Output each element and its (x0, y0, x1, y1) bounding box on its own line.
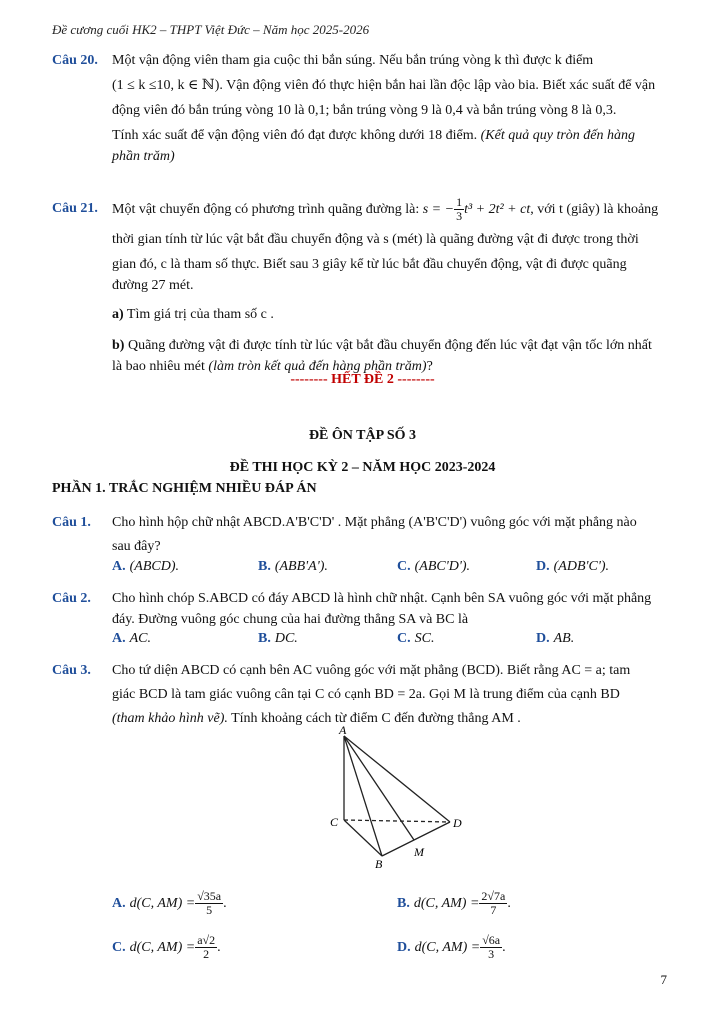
question-2-number: Câu 2. (52, 591, 91, 606)
q21-b-end: ? (426, 359, 433, 374)
c2-option-c-text: SC. (414, 631, 435, 646)
c3-option-d-prefix: d(C, AM) = (414, 940, 481, 955)
page-number: 7 (660, 972, 667, 987)
c2-option-c[interactable] (397, 628, 434, 649)
exam-subtitle: ĐỀ THI HỌC KỲ 2 – NĂM HỌC 2023-2024 (229, 460, 496, 475)
q21-line1-b: , với t (giây) là khoảng (530, 202, 659, 217)
c1-line2: sau đây? (112, 539, 161, 554)
c1-option-b-text: (ABB'A'). (274, 559, 328, 574)
q21-line3: gian đó, c là tham số thực. Biết sau 3 giây kể từ lúc bắt đầu chuyển động, vật đi được quãng (112, 257, 627, 272)
c3-b-num: 2√7a (481, 889, 506, 904)
q20-note-cont: phần trăm) (112, 149, 175, 164)
q21-frac-den: 3 (456, 209, 463, 224)
c3-d-suffix: . (502, 940, 506, 955)
c3-option-c-prefix: d(C, AM) = (129, 940, 196, 955)
c3-option-c-label: C. (112, 940, 126, 955)
c2-option-a[interactable] (112, 628, 151, 649)
c3-option-b[interactable] (397, 884, 511, 924)
question-21-text (112, 195, 672, 377)
part-1-heading: PHẦN 1. TRẮC NGHIỆM NHIỀU ĐÁP ÁN (52, 481, 317, 496)
c2-option-a-text: AC. (129, 631, 152, 646)
c2-option-b-text: DC. (274, 631, 298, 646)
c1-option-d-text: (ADB'C'). (553, 559, 609, 574)
question-3-text (112, 660, 672, 729)
label-B: B (375, 857, 383, 870)
q21-a-label: a) (112, 307, 124, 322)
c2-line1: Cho hình chóp S.ABCD có đáy ABCD là hình chữ nhật. Cạnh bên SA vuông góc với mặt phẳng (112, 591, 652, 606)
question-3-number: Câu 3. (52, 663, 91, 678)
c3-note: (tham khảo hình vẽ). (112, 711, 228, 726)
c3-option-b-prefix: d(C, AM) = (413, 896, 480, 911)
q20-line4-text: Tính xác suất để vận động viên đó đạt được không dưới 18 điểm. (112, 128, 478, 143)
q20-line3: động viên đó bắn trúng vòng 10 là 0,1; bắn trúng vòng 9 là 0,4 và bắn trúng vòng 8 là 0,3. (112, 103, 617, 118)
label-C: C (330, 815, 339, 829)
question-20-text (112, 50, 672, 167)
q21-line1-a: Một vật chuyển động có phương trình quãng đường là: (112, 202, 420, 217)
q21-eq-end: t³ + 2t² + ct (464, 202, 531, 217)
q21-line2: thời gian tính từ lúc vật bắt đầu chuyển động và s (mét) là quãng đường vật đi được trong thời (112, 232, 639, 247)
q21-part-a (112, 304, 672, 325)
c3-option-a-prefix: d(C, AM) = (129, 896, 196, 911)
question-20-number: Câu 20. (52, 53, 98, 68)
page-header: Đề cương cuối HK2 – THPT Việt Đức – Năm học 2025-2026 (52, 22, 370, 37)
tetrahedron-figure (322, 724, 472, 870)
edge-CD (344, 820, 450, 822)
q21-part-b (112, 335, 672, 356)
c1-option-a-text: (ABCD). (129, 559, 180, 574)
q21-frac-num: 1 (456, 195, 463, 210)
c3-c-suffix: . (217, 940, 221, 955)
label-A: A (339, 724, 347, 737)
label-D: D (453, 816, 462, 830)
c3-option-b-frac (479, 890, 507, 917)
c1-line1: Cho hình hộp chữ nhật ABCD.A'B'C'D' . Mặt phẳng (A'B'C'D') vuông góc với mặt phẳng nào (112, 515, 637, 530)
edge-AM (344, 736, 414, 840)
q21-eq-start: s = − (422, 202, 455, 217)
q20-line4 (112, 125, 672, 146)
c3-option-a[interactable] (112, 884, 227, 924)
c3-option-a-label: A. (112, 896, 126, 911)
q20-note: (Kết quả quy tròn đến hàng (480, 128, 636, 143)
end-marker: -------- HẾT ĐỀ 2 -------- (290, 372, 435, 387)
q21-a-text: Tìm giá trị của tham số c . (126, 307, 274, 322)
c1-option-c[interactable] (397, 556, 470, 577)
c3-a-den: 5 (206, 903, 213, 918)
c3-b-den: 7 (490, 903, 497, 918)
c1-option-c-label: C. (397, 559, 411, 574)
c1-option-a[interactable] (112, 556, 179, 577)
c3-line2: giác BCD là tam giác vuông cân tại C có cạnh BD = 2a. Gọi M là trung điểm của cạnh BD (112, 687, 620, 702)
c3-c-den: 2 (203, 947, 210, 962)
c3-option-c[interactable] (112, 928, 221, 968)
q21-line4: đường 27 mét. (112, 278, 194, 293)
c2-option-b-label: B. (258, 631, 271, 646)
q21-b-note: (làm tròn kết quả đến hàng phần trăm) (208, 359, 427, 374)
c3-d-den: 3 (488, 947, 495, 962)
c3-option-d[interactable] (397, 928, 506, 968)
c2-option-d-label: D. (536, 631, 550, 646)
c2-option-c-label: C. (397, 631, 411, 646)
c3-d-num: √6a (482, 933, 501, 948)
c3-a-num: √35a (197, 889, 222, 904)
c1-option-a-label: A. (112, 559, 126, 574)
c3-line3-text: Tính khoảng cách từ điểm C đến đường thẳng AM . (231, 711, 521, 726)
c3-line1: Cho tứ diện ABCD có cạnh bên AC vuông góc với mặt phẳng (BCD). Biết rằng AC = a; tam (112, 663, 631, 678)
label-M: M (414, 845, 424, 859)
q21-b-label: b) (112, 338, 125, 353)
c2-option-d-text: AB. (553, 631, 575, 646)
c3-c-num: a√2 (197, 933, 216, 948)
c1-option-d-label: D. (536, 559, 550, 574)
c3-option-d-label: D. (397, 940, 411, 955)
c3-a-suffix: . (223, 896, 227, 911)
q21-line1 (112, 195, 672, 225)
c2-option-b[interactable] (258, 628, 298, 649)
c3-option-b-label: B. (397, 896, 410, 911)
c2-option-a-label: A. (112, 631, 126, 646)
c1-option-c-text: (ABC'D'). (414, 559, 470, 574)
c1-option-b-label: B. (258, 559, 271, 574)
question-21-number: Câu 21. (52, 201, 98, 216)
question-1-text (112, 512, 672, 557)
c3-option-d-frac (480, 934, 502, 961)
c2-line2: đáy. Đường vuông góc chung của hai đường thẳng SA và BC là (112, 612, 469, 627)
c2-option-d[interactable] (536, 628, 574, 649)
q21-b-text: Quãng đường vật đi được tính từ lúc vật bắt đầu chuyển động đến lúc vật đạt vận tốc lớn nhất (127, 338, 652, 353)
c3-b-suffix: . (507, 896, 511, 911)
question-1-number: Câu 1. (52, 515, 91, 530)
c1-option-b[interactable] (258, 556, 328, 577)
q20-line2: (1 ≤ k ≤10, k ∈ ℕ). Vận động viên đó thực hiện bắn hai lần độc lập vào bia. Biết xác suất để vận (112, 78, 656, 93)
question-2-text (112, 588, 672, 630)
exam-title: ĐỀ ÔN TẬP SỐ 3 (308, 428, 417, 443)
edge-AD (344, 736, 450, 822)
q20-line5 (112, 146, 672, 167)
c3-option-a-frac (195, 890, 223, 917)
c1-option-d[interactable] (536, 556, 609, 577)
q21-b-text2: là bao nhiêu mét (112, 359, 205, 374)
q21-fraction (454, 196, 464, 223)
q20-line1: Một vận động viên tham gia cuộc thi bắn súng. Nếu bắn trúng vòng k thì được k điểm (112, 53, 594, 68)
c3-option-c-frac (195, 934, 217, 961)
